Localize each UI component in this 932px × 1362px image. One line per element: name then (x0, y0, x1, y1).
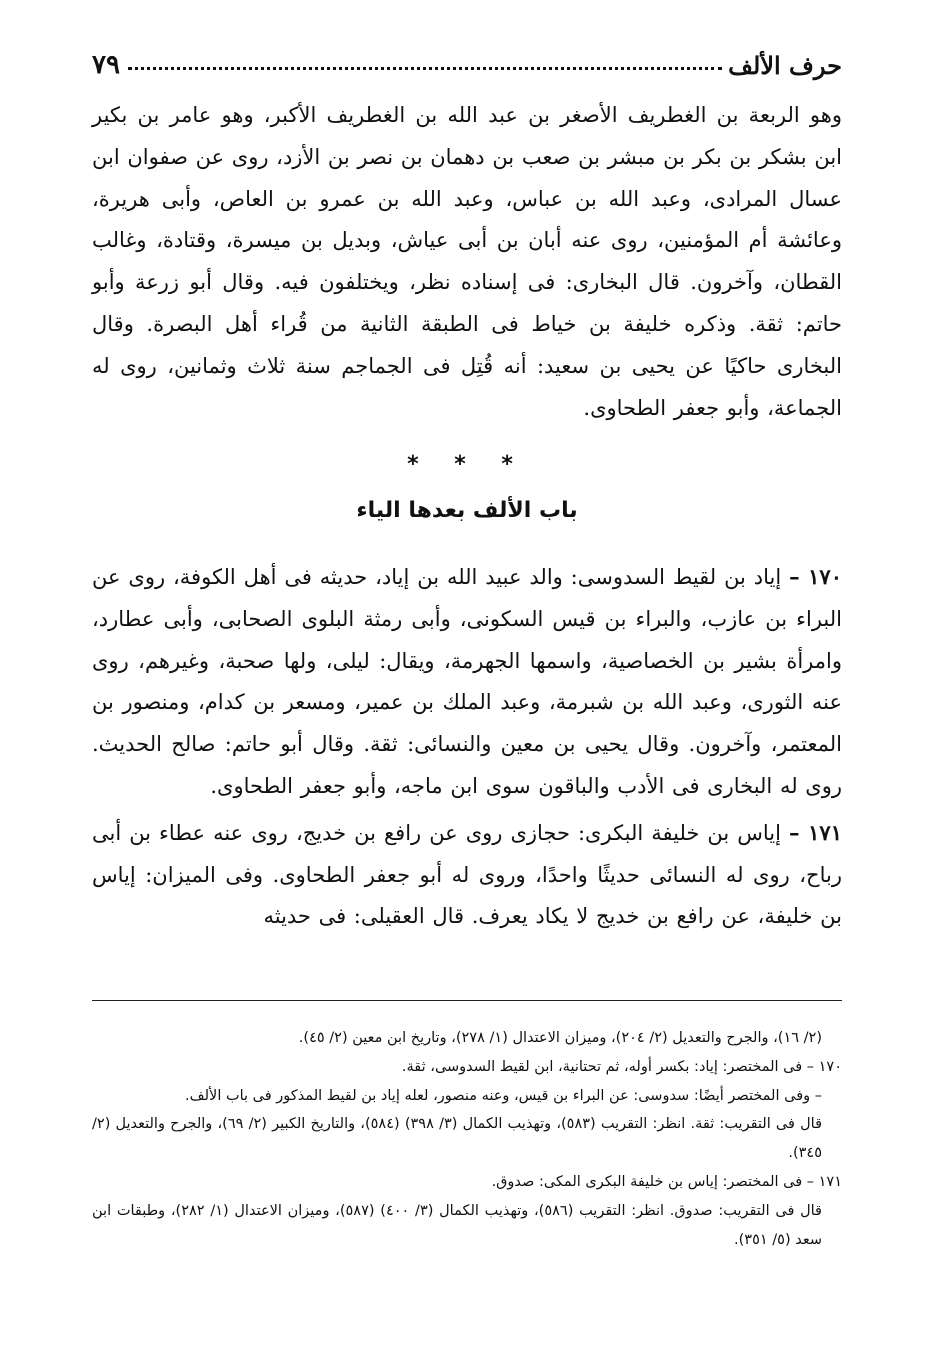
footnote-separator (92, 1000, 842, 1001)
footnote-line: – وفى المختصر أيضًا: سدوسى: عن البراء بن قيس، وعنه منصور، لعله إياد بن لقيط المذكور فى باب الألف. (185, 1087, 822, 1104)
entry-text: إياد بن لقيط السدوسى: والد عبيد الله بن إياد، حديثه فى أهل الكوفة، روى عن البراء بن عازب، والبراء بن قيس السكونى، وأبى رمثة البلوى الصحابى، وأبى عطارد، وامرأة بشير بن الخصاصية، واسمها الجهرمة، ويقال: ليلى، ولها صحبة، وغيرهم، روى عنه الثورى، وعبد الله بن شبرمة، وعبد الملك بن عمير، ومسعر بن كدام، ومنصور بن المعتمر، وآخرون. وقال يحيى بن معين والنسائى: ثقة. وقال أبو حاتم: صالح الحديث. روى له البخارى فى الأدب والباقون سوى ابن ماجه، وأبو جعفر الطحاوى. (92, 565, 842, 798)
entry-171 (92, 812, 842, 938)
section-divider-stars: * * * (407, 452, 527, 477)
continuation-paragraph: وهو الربعة بن الغطريف الأصغر بن عبد الله بن الغطريف الأكبر، وهو عامر بن بكير ابن بشكر بن بكر بن مبشر بن صعب بن دهمان بن نصر بن الأزد، روى عن صفوان ابن عسال المرادى، وعبد الله بن عباس، وعبد الله بن عمرو بن العاص، وأبى هريرة، وعائشة أم المؤمنين، روى عنه أبان بن أبى عياش، وبديل بن ميسرة، وقتادة، وغالب القطان، وآخرون. قال البخارى: فى إسناده نظر، ويختلفون فيه. وقال أبو زرعة وأبو حاتم: ثقة. وذكره خليفة بن خياط فى الطبقة الثانية من قُراء أهل البصرة. وقال البخارى حاكيًا عن يحيى بن سعيد: أنه قُتِل فى الجماجم سنة ثلاث وثمانين، روى له الجماعة، وأبو جعفر الطحاوى. (92, 103, 842, 420)
entry-number: ١٧٠ – (789, 564, 842, 589)
footnote-line: قال فى التقريب: ثقة. انظر: التقريب (٥٨٣)، وتهذيب الكمال (٣/ ٣٩٨) (٥٨٤)، والتاريخ الكبير (٢/ ٦٩)، والجرح والتعديل (٢/ ٣٤٥). (92, 1116, 823, 1162)
continuation-block (92, 95, 842, 429)
footnote-line: ١٧١ – فى المختصر: إياس بن خليفة البكرى المكى: صدوق. (491, 1173, 842, 1190)
chapter-heading: باب الألف بعدها الياء (356, 498, 578, 523)
footnotes-block (92, 1024, 842, 1254)
footnote-line: (٢/ ١٦)، والجرح والتعديل (٢/ ٢٠٤)، وميزان الاعتدال (١/ ٢٧٨)، وتاريخ ابن معين (٢/ ٤٥). (298, 1030, 822, 1046)
page-number: ٧٩ (92, 50, 120, 80)
footnote-line: ١٧٠ – فى المختصر: إياد: بكسر أوله، ثم تحتانية، ابن لقيط السدوسى، ثقة. (401, 1058, 842, 1075)
entry-text: إياس بن خليفة البكرى: حجازى روى عن رافع بن خديج، روى عنه عطاء بن أبى رباح، روى له النسائى حديثًا واحدًا، وروى له أبو جعفر الطحاوى. وفى الميزان: إياس بن خليفة، عن رافع بن خديج لا يكاد يعرف. قال العقيلى: فى حديثه (92, 820, 842, 929)
entries-block (92, 556, 842, 938)
footnote-line: قال فى التقريب: صدوق. انظر: التقريب (٥٨٦)، وتهذيب الكمال (٣/ ٤٠٠) (٥٨٧)، وميزان الاعتدال (١/ ٢٨٢)، وطبقات ابن سعد (٥/ ٣٥١). (92, 1202, 822, 1248)
chapter-running-title: حرف الألف (728, 51, 842, 80)
leader-dots (128, 67, 722, 70)
running-header (92, 36, 842, 80)
entry-170 (92, 556, 842, 808)
entry-number: ١٧١ – (789, 819, 842, 845)
